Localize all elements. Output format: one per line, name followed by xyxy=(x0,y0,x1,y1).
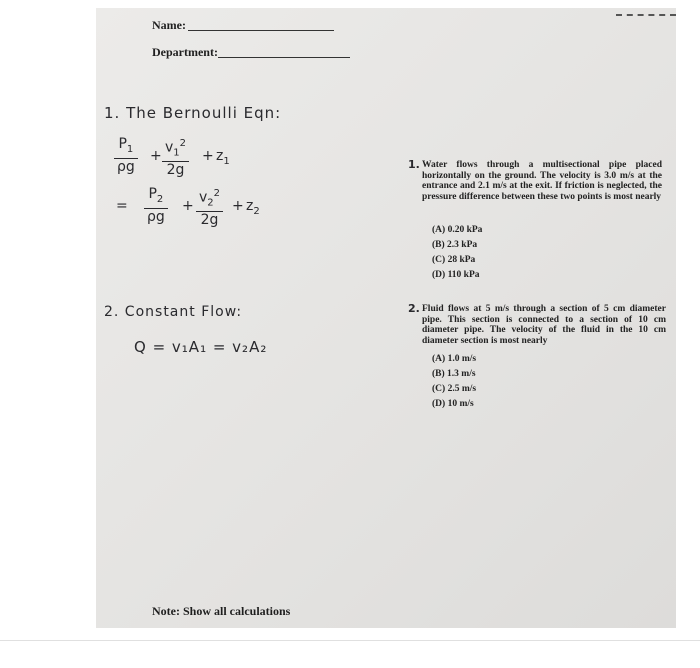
question-2-text: Fluid flows at 5 m/s through a section of 5 cm diameter pipe. This section is connected to a section of 10 cm diameter pipe. The velocity of the fluid in the 10 cm diameter section is most nearly xyxy=(422,304,666,346)
plus-sign: + xyxy=(150,148,162,164)
footer-note: Note: Show all calculations xyxy=(152,604,291,618)
continuity-equation: Q = v₁A₁ = v₂A₂ xyxy=(134,338,268,356)
z2-term: $z_2$ xyxy=(246,198,260,217)
question-1-text: Water flows through a multisectional pipe placed horizontally on the ground. The velocity is 3.0 m/s at the entrance and 2.1 m/s at the exit. If friction is neglected, the pressure difference between these two points is most nearly xyxy=(422,160,662,202)
worksheet-page xyxy=(96,8,676,628)
option-d: (D) 110 kPa xyxy=(432,270,480,280)
plus-sign: + xyxy=(182,198,194,214)
p1-over-rho-g: $P_1$ ρg xyxy=(114,136,138,175)
bottom-divider xyxy=(0,640,700,641)
question-2-options xyxy=(432,352,476,412)
option-d: (D) 10 m/s xyxy=(432,399,474,409)
question-2-number: 2. xyxy=(408,302,420,315)
option-a: (A) 1.0 m/s xyxy=(432,354,477,364)
page-mark xyxy=(616,14,676,16)
constant-flow-heading: 2. Constant Flow: xyxy=(104,304,243,320)
v2-squared-over-2g: $v_2^2$ 2g xyxy=(196,186,223,228)
bernoulli-heading: 1. The Bernoulli Eqn: xyxy=(104,104,282,122)
question-1-number: 1. xyxy=(408,158,420,171)
equals-sign: = xyxy=(116,198,128,214)
name-label: Name: xyxy=(152,18,186,32)
p2-over-rho-g: $P_2$ ρg xyxy=(144,186,168,225)
z1-term: $z_1$ xyxy=(216,148,230,167)
plus-sign: + xyxy=(232,198,244,214)
option-c: (C) 2.5 m/s xyxy=(432,384,477,394)
department-line xyxy=(218,57,350,58)
option-c: (C) 28 kPa xyxy=(432,255,476,265)
department-label: Department: xyxy=(152,45,218,59)
name-line xyxy=(188,30,334,31)
question-1-options xyxy=(432,223,482,283)
option-b: (B) 1.3 m/s xyxy=(432,369,476,379)
plus-sign: + xyxy=(202,148,214,164)
v1-squared-over-2g: $v_1^2$ 2g xyxy=(162,136,189,178)
option-a: (A) 0.20 kPa xyxy=(432,225,483,235)
option-b: (B) 2.3 kPa xyxy=(432,240,478,250)
